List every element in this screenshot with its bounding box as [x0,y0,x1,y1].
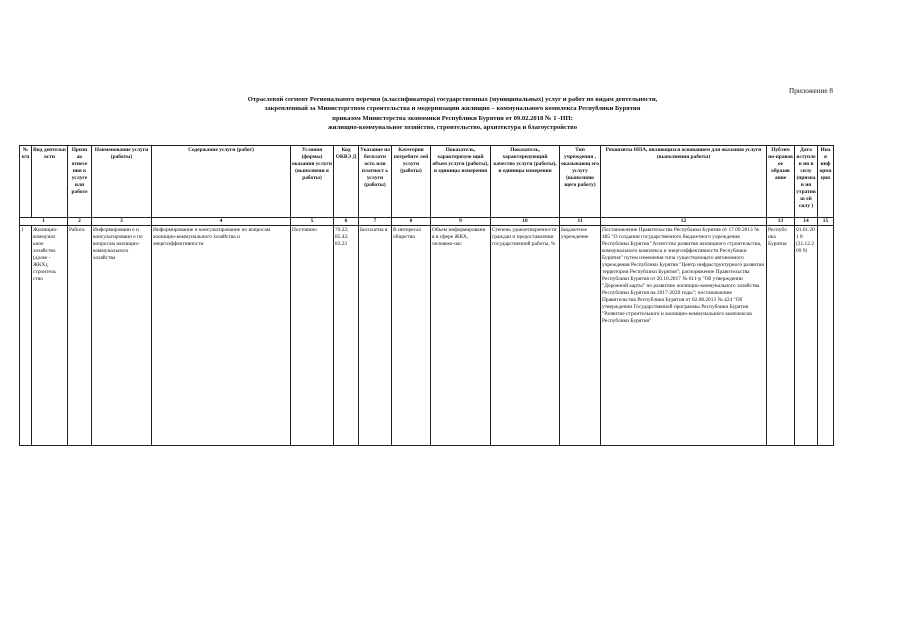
header-cell: Реквизиты НПА, являющихся основанием для оказания услуги (выполнения работы) [601,146,767,218]
column-number-cell: 8 [392,218,431,226]
table-cell: Бюджетное учреждение [560,226,601,446]
title-line-1: Отраслевой сегмент Регионального перечня (классификатора) государственных (муниципальных) услуг и работ по видам деятельности, [247,96,658,103]
table-cell: Информирование и консультирование по вопросам жилищно-коммунального хозяйства и энергоэффективности [152,226,291,446]
column-number-cell: 2 [68,218,92,226]
column-number-cell: 12 [601,218,767,226]
table-cell: 1 [20,226,32,446]
header-cell: Указание на бесплатн ость или платност ь услуги (работы) [359,146,392,218]
classifier-table [19,145,834,446]
table-cell: Степень удовлетворенности граждан и предоставлении государственной работы, % [491,226,560,446]
column-number-cell: 10 [491,218,560,226]
table-cell: Жилищно-коммунал ьное хозяйство (далее - ЖКХ), строитель ство [32,226,68,446]
column-number-cell: 14 [795,218,818,226]
table-cell: 70.22; 85.42; 83.23 [334,226,359,446]
column-number-cell: 6 [334,218,359,226]
header-cell: Наименование услуги (работы) [92,146,152,218]
header-cell: Ина я инф орма ция [818,146,834,218]
appendix-label: Приложение 8 [789,87,833,95]
table-cell: Республ ика Бурятия [767,226,795,446]
table-cell: 01.01.201 8 (31.12.209 9) [795,226,818,446]
table-cell: Объем информировани я в сфере ЖКХ, человеко-час [431,226,491,446]
header-cell: Показатель, характеризую щий объем услуги (работы), и единицы измерения [431,146,491,218]
table-cell: Информировани е и консультировани е по вопросам жилищно-коммунального хозяйства [92,226,152,446]
column-number-cell: 15 [818,218,834,226]
column-number-cell: 5 [291,218,334,226]
header-cell: Содержание услуги (работ) [152,146,291,218]
table-cell: Работа [68,226,92,446]
table-cell: Постановление Правительства Республики Бурятия от 17.09.2013 № 485 "О создании государственного бюджетного учреждения Республики Бурятия "Агентство развития жилищного строительства, коммунального комплекса и энергоэффективности Республики Бурятия" путем изменения типа существующего автономного учреждения Республики Бурятия "Центр инфраструктурного развития территории Республики Бурятия"; распоряжение Правительства Республики Бурятия от 20.10.2017 № 611-р "Об утверждении "Дорожной карты" по развитию жилищно-коммунального хозяйства Республики Бурятия на 2017-2020 годы"; постановление Правительства Республики Бурятия от 02.08.2013 № 424 "Об утверждении Государственной программы Республики Бурятия "Развитие строительного и жилищно-коммунального комплексов Республики Бурятия" [601,226,767,446]
header-row [20,146,834,218]
header-cell: Код ОКВЭ Д [334,146,359,218]
column-number-cell: 7 [359,218,392,226]
header-cell: Призн ак отнесе ния к услуге или работе [68,146,92,218]
header-cell: Тип учреждения , оказывающ его услугу (выполняю щего работу) [560,146,601,218]
table-cell: В интересах общества [392,226,431,446]
header-cell: Категория потребите лей услуги (работы) [392,146,431,218]
header-cell: Показатель, характеризующий качество услуги (работы), и единицы измерения [491,146,560,218]
document-title [0,95,905,133]
column-number-cell: 1 [20,218,68,226]
table-row [20,226,834,446]
column-number-row [20,218,834,226]
column-number-cell: 4 [152,218,291,226]
column-number-cell: 9 [431,218,491,226]
title-line-2: закрепленный за Министерством строительства и модернизации жилищно – коммунального комплекса Республики Бурятия [264,105,641,113]
header-cell: № п/п [20,146,32,218]
column-number-cell: 13 [767,218,795,226]
header-cell: Дата вступлен ия в силу (признан ия утративш ей силу ) [795,146,818,218]
table-cell: Постоянно [291,226,334,446]
column-number-cell: 11 [560,218,601,226]
header-cell: Условия (формы) оказания услуги (выполнени я работы) [291,146,334,218]
title-line-4: жилищно-коммунальное хозяйство, строительство, архитектура и благоустройство [328,124,577,132]
title-line-3: приказом Министерства экономики Республики Бурятия от 09.02.2018 № 1 -НП: [332,114,573,122]
table-cell [818,226,834,446]
column-number-cell: 3 [92,218,152,226]
table-cell: Бесплатна я [359,226,392,446]
header-cell: Вид деятельн ости [32,146,68,218]
header-cell: Публич но-правов ое образов ание [767,146,795,218]
